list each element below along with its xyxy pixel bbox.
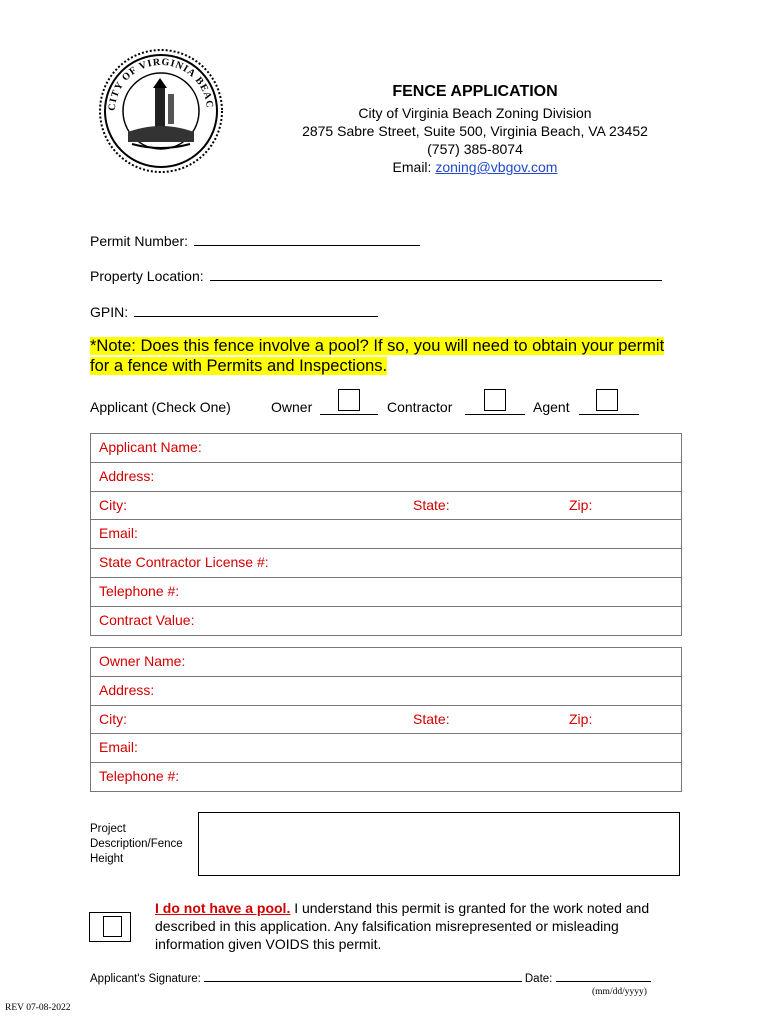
email-label: Email: bbox=[392, 159, 432, 175]
applicant-address-row[interactable] bbox=[91, 463, 681, 492]
owner-name-row[interactable] bbox=[91, 648, 681, 677]
office-phone: (757) 385-8074 bbox=[427, 141, 523, 157]
form-title: FENCE APPLICATION bbox=[392, 83, 558, 100]
property-location-label: Property Location: bbox=[90, 268, 204, 284]
applicant-info-box bbox=[90, 433, 682, 636]
applicant-state-label: State: bbox=[413, 496, 450, 513]
owner-telephone-row[interactable] bbox=[91, 763, 681, 791]
applicant-zip-label: Zip: bbox=[569, 496, 593, 513]
signature-label: Applicant's Signature: bbox=[90, 973, 201, 985]
owner-city-row[interactable] bbox=[91, 706, 681, 735]
office-email bbox=[280, 158, 670, 176]
date-input[interactable] bbox=[556, 970, 651, 982]
owner-checkbox[interactable] bbox=[338, 389, 360, 411]
pool-certification bbox=[155, 899, 675, 953]
applicant-telephone-row[interactable] bbox=[91, 578, 681, 607]
no-pool-statement: I do not have a pool. bbox=[155, 900, 291, 916]
gpin-input[interactable] bbox=[134, 301, 378, 317]
office-address: 2875 Sabre Street, Suite 500, Virginia Beach, VA 23452 bbox=[302, 123, 648, 139]
contractor-license-row[interactable] bbox=[91, 549, 681, 578]
pool-certification-text: I understand this permit is granted for the work noted and described in this application. Any falsification misrepresented or misleading information given VOIDS this permit. bbox=[155, 900, 650, 952]
date-format-hint: (mm/dd/yyyy) bbox=[592, 987, 647, 997]
owner-city-label: City: bbox=[99, 710, 127, 727]
pool-note bbox=[90, 336, 670, 376]
applicant-type-label: Applicant (Check One) bbox=[90, 399, 231, 415]
contract-value-label: Contract Value: bbox=[99, 611, 195, 628]
signature-row bbox=[90, 970, 651, 985]
owner-state-label: State: bbox=[413, 710, 450, 727]
agent-option-label: Agent bbox=[533, 399, 570, 415]
applicant-city-label: City: bbox=[99, 496, 127, 513]
no-pool-checkbox-frame bbox=[89, 912, 131, 942]
contractor-checkbox[interactable] bbox=[484, 389, 506, 411]
no-pool-checkbox[interactable] bbox=[103, 916, 122, 937]
applicant-email-row[interactable] bbox=[91, 520, 681, 549]
owner-telephone-label: Telephone #: bbox=[99, 768, 180, 785]
gpin-field bbox=[90, 301, 378, 320]
contractor-license-label: State Contractor License #: bbox=[99, 554, 269, 571]
project-description-label bbox=[90, 822, 200, 867]
contract-value-row[interactable] bbox=[91, 607, 681, 635]
seal-ring-text: CITY OF VIRGINIA BEAC bbox=[106, 56, 216, 112]
division-name: City of Virginia Beach Zoning Division bbox=[358, 105, 592, 121]
project-label-line2: Description/Fence bbox=[90, 838, 183, 850]
applicant-email-label: Email: bbox=[99, 525, 138, 542]
owner-email-row[interactable] bbox=[91, 734, 681, 763]
revision-label: REV 07-08-2022 bbox=[5, 1003, 71, 1013]
city-seal-icon bbox=[98, 48, 224, 174]
owner-zip-label: Zip: bbox=[569, 710, 593, 727]
gpin-label: GPIN: bbox=[90, 304, 129, 320]
owner-address-row[interactable] bbox=[91, 677, 681, 706]
permit-number-field bbox=[90, 230, 420, 249]
property-location-field bbox=[90, 265, 662, 284]
applicant-address-label: Address: bbox=[99, 467, 155, 484]
permit-number-input[interactable] bbox=[194, 230, 420, 246]
pool-note-text: *Note: Does this fence involve a pool? If so, you will need to obtain your permit for a fence with Permits and Inspections. bbox=[90, 337, 665, 375]
property-location-input[interactable] bbox=[210, 265, 662, 281]
owner-info-box bbox=[90, 647, 682, 792]
applicant-type-row bbox=[90, 398, 650, 422]
applicant-city-row[interactable] bbox=[91, 492, 681, 521]
owner-email-label: Email: bbox=[99, 739, 138, 756]
project-label-line3: Height bbox=[90, 853, 124, 865]
project-label-line1: Project bbox=[90, 823, 126, 835]
date-label: Date: bbox=[524, 973, 553, 985]
applicant-name-row[interactable] bbox=[91, 434, 681, 463]
permit-number-label: Permit Number: bbox=[90, 233, 189, 249]
owner-address-label: Address: bbox=[99, 681, 155, 698]
contractor-option-label: Contractor bbox=[387, 399, 453, 415]
applicant-telephone-label: Telephone #: bbox=[99, 582, 180, 599]
project-description-input[interactable] bbox=[198, 812, 680, 876]
owner-option-label: Owner bbox=[271, 399, 313, 415]
owner-name-label: Owner Name: bbox=[99, 653, 186, 669]
email-link[interactable]: zoning@vbgov.com bbox=[435, 159, 558, 175]
document-header bbox=[280, 82, 670, 176]
signature-input[interactable] bbox=[204, 970, 522, 982]
agent-checkbox[interactable] bbox=[596, 389, 618, 411]
applicant-name-label: Applicant Name: bbox=[99, 439, 202, 455]
